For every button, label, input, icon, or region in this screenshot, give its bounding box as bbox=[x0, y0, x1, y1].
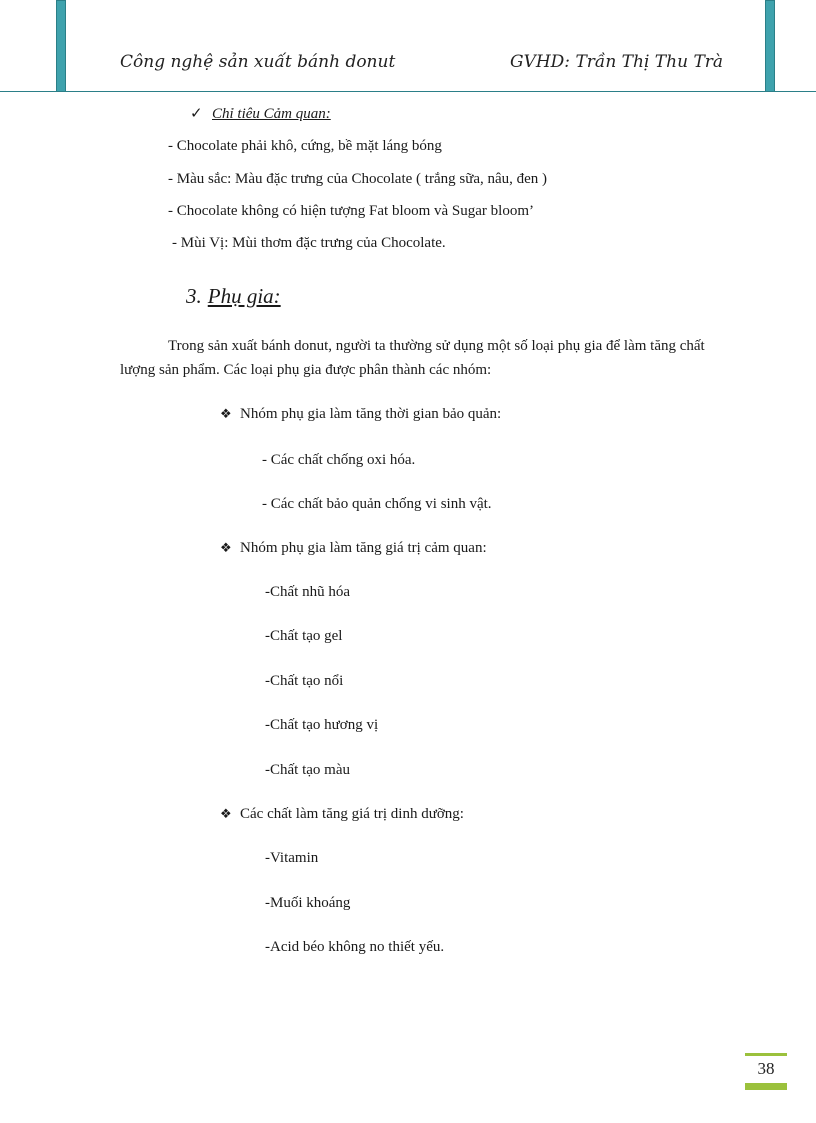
group-item: -Chất tạo màu bbox=[265, 762, 350, 778]
group-item: -Vitamin bbox=[265, 850, 319, 866]
sensory-item: - Chocolate không có hiện tượng Fat bloom và Sugar bloom’ bbox=[168, 203, 535, 219]
intro-paragraph: Trong sản xuất bánh donut, người ta thường sử dụng một số loại phụ gia để làm tăng chất lượng sản phẩm. Các loại phụ gia được phân thành các nhóm: bbox=[120, 338, 705, 378]
group-item: -Chất tạo nổi bbox=[265, 673, 344, 689]
header-left-bar bbox=[56, 0, 66, 92]
page-number-top-bar bbox=[745, 1053, 787, 1056]
group-title: Nhóm phụ gia làm tăng giá trị cảm quan: bbox=[240, 540, 487, 556]
group-item: - Các chất bảo quản chống vi sinh vật. bbox=[262, 496, 492, 512]
sensory-heading bbox=[190, 104, 331, 124]
group-title: Các chất làm tăng giá trị dinh dưỡng: bbox=[240, 806, 464, 822]
group-title: Nhóm phụ gia làm tăng thời gian bảo quản: bbox=[240, 406, 502, 422]
header-instructor: GVHD: Trần Thị Thu Trà bbox=[510, 52, 724, 72]
group-heading bbox=[220, 404, 501, 425]
group-heading bbox=[220, 804, 464, 825]
diamond-bullet-icon: ❖ bbox=[220, 807, 232, 822]
header-title: Công nghệ sản xuất bánh donut bbox=[120, 52, 396, 72]
group-item: -Chất tạo hương vị bbox=[265, 717, 379, 733]
group-item: - Các chất chống oxi hóa. bbox=[262, 452, 416, 468]
header-divider bbox=[0, 91, 816, 92]
checkmark-icon: ✓ bbox=[190, 106, 203, 122]
group-item: -Chất tạo gel bbox=[265, 628, 343, 644]
section-heading bbox=[186, 284, 281, 309]
group-heading bbox=[220, 538, 487, 559]
page-number: 38 bbox=[757, 1059, 775, 1078]
page-number-box bbox=[745, 1053, 787, 1089]
page-number-bottom-bar bbox=[745, 1083, 787, 1090]
group-item: -Chất nhũ hóa bbox=[265, 584, 350, 600]
sensory-item: - Chocolate phải khô, cứng, bề mặt láng bóng bbox=[168, 138, 442, 154]
sensory-item: - Màu sắc: Màu đặc trưng của Chocolate ( trắng sữa, nâu, đen ) bbox=[168, 171, 548, 187]
diamond-bullet-icon: ❖ bbox=[220, 407, 232, 422]
group-item: -Muối khoáng bbox=[265, 895, 351, 911]
sensory-heading-text: Chỉ tiêu Cảm quan: bbox=[212, 106, 331, 122]
group-item: -Acid béo không no thiết yếu. bbox=[265, 939, 445, 955]
diamond-bullet-icon: ❖ bbox=[220, 541, 232, 556]
section-number: 3. bbox=[186, 284, 202, 308]
header-right-bar bbox=[765, 0, 775, 92]
sensory-item: - Mùi Vị: Mùi thơm đặc trưng của Chocolate. bbox=[172, 235, 446, 251]
section-title: Phụ gia: bbox=[207, 284, 281, 308]
